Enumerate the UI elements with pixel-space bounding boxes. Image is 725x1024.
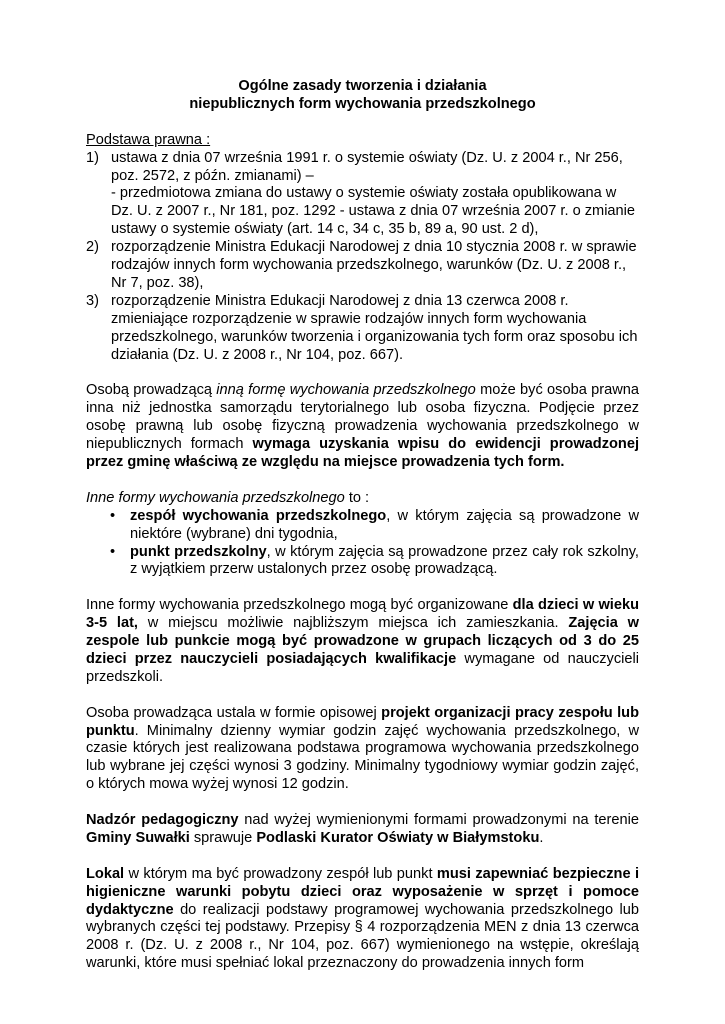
- legal-item-text: rozporządzenie Ministra Edukacji Narodowej z dnia 10 stycznia 2008 r. w sprawie rodzajów innych form wychowania przedszkolnego, warunków (Dz. U. z 2008 r., Nr 7, poz. 38),: [111, 239, 637, 291]
- legal-item-number: 1): [86, 149, 99, 166]
- forms-list-item: [110, 544, 639, 580]
- text-run-bold: wymaga uzyskania wpisu do ewidencji prowadzonej przez gminę właściwą ze względu na miejsce prowadzenia tych form.: [86, 436, 639, 470]
- text-run: Osoba prowadząca ustala w formie opisowej: [86, 704, 382, 721]
- text-run: wymagane od nauczycieli przedszkoli.: [86, 650, 639, 685]
- text-run-italic: Inne formy wychowania przedszkolnego: [86, 489, 345, 506]
- text-run-bold: dla dzieci w wieku 3-5 lat,: [86, 597, 639, 632]
- text-run-bold: Gminy Suwałki: [86, 829, 190, 846]
- text-run: . Minimalny dzienny wymiar godzin zajęć wychowania przedszkolnego, w czasie których jest realizowana podstawa programowa wychowania przedszkolnego lub wybrane jej części wynosi 3 godziny. Minimalny tygodniowy wymiar godzin zajęć, o których mowa wyżej wynosi 12 godzin.: [86, 722, 639, 793]
- text-run-bold: musi zapewniać bezpieczne i higieniczne warunki pobytu dzieci oraz wyposażenie w sprzęt i pomoce dydaktyczne: [86, 865, 639, 918]
- paragraph-supervision: [86, 812, 639, 848]
- text-run: w którym ma być prowadzony zespół lub punkt: [124, 865, 437, 882]
- legal-item-number: 3): [86, 292, 99, 309]
- legal-item-text: rozporządzenie Ministra Edukacji Narodowej z dnia 13 czerwca 2008 r. zmieniające rozporządzenie w sprawie rodzajów innych form wychowania przedszkolnego, warunków tworzenia i organizowania tych form oraz sposobu ich działania (Dz. U. z 2008 r., Nr 104, poz. 667).: [111, 292, 638, 363]
- paragraph-premises: [86, 866, 639, 973]
- text-run: może być osoba prawna inna niż jednostka samorządu terytorialnego lub osoba fizyczna. Podjęcie przez osobę prawną lub osobę fizyczną prowadzenia wychowania przedszkolnego w niepublicznych formach: [86, 382, 639, 453]
- document-page: [86, 78, 639, 973]
- forms-intro: [86, 490, 639, 508]
- bullet-icon: •: [110, 507, 116, 524]
- text-run-bold: Podlaski Kurator Oświaty w Białymstoku: [256, 829, 540, 846]
- text-run: .: [539, 829, 544, 846]
- text-run: sprawuje: [189, 829, 257, 846]
- text-run-bold: Lokal: [86, 865, 125, 882]
- forms-list: [86, 508, 639, 580]
- text-run: nad wyżej wymienionymi formami prowadzonymi na terenie: [238, 812, 639, 829]
- document-title-line-1: Ogólne zasady tworzenia i działania: [238, 78, 487, 94]
- text-run-italic: inną formę wychowania przedszkolnego: [216, 382, 476, 399]
- text-run: Inne formy wychowania przedszkolnego mogą być organizowane: [86, 597, 513, 614]
- text-run-bold: projekt organizacji pracy zespołu lub punktu: [86, 704, 639, 739]
- text-run: , w którym zajęcia są prowadzone w niektóre (wybrane) dni tygodnia,: [130, 507, 639, 542]
- paragraph-project: [86, 705, 639, 795]
- legal-item: [86, 293, 639, 365]
- legal-item: [86, 239, 639, 293]
- text-run-bold: Zajęcia w zespole lub punkcie mogą być prowadzone w grupach liczących od 3 do 25 dzieci przez nauczycieli posiadających kwalifikacje: [86, 615, 639, 667]
- legal-basis-list: [86, 150, 639, 365]
- text-run: , w którym zajęcia są prowadzone przez cały rok szkolny, z wyjątkiem przerw ustalonych przez osobę prowadzącą.: [130, 543, 639, 578]
- text-run: w miejscu możliwie najbliższym miejsca ich zamieszkania.: [137, 615, 569, 632]
- document-title-line-2: niepublicznych form wychowania przedszkolnego: [189, 95, 536, 112]
- legal-basis-heading: Podstawa prawna :: [86, 131, 211, 148]
- bullet-icon: •: [110, 543, 116, 560]
- text-run-bold: zespół wychowania przedszkolnego: [130, 507, 387, 524]
- text-run: to :: [344, 489, 370, 506]
- text-run-bold: Nadzór pedagogiczny: [86, 812, 239, 829]
- paragraph-organization: [86, 597, 639, 687]
- legal-item-text: ustawa z dnia 07 września 1991 r. o systemie oświaty (Dz. U. z 2004 r., Nr 256, poz. 2572, z późn. zmianami) –: [111, 149, 623, 184]
- forms-list-item: [110, 508, 639, 544]
- legal-item-subnote: - przedmiotowa zmiana do ustawy o systemie oświaty została opublikowana w Dz. U. z 2007 r., Nr 181, poz. 1292 - ustawa z dnia 07 września 2007 r. o zmianie ustawy o systemie oświaty (art. 14 c, 34 c, 35 b, 89 a, 90 ust. 2 d),: [111, 185, 636, 238]
- paragraph-owner: [86, 382, 639, 472]
- legal-item: [86, 150, 639, 240]
- legal-item-number: 2): [86, 239, 99, 256]
- text-run-bold: punkt przedszkolny: [130, 543, 267, 560]
- text-run: Osobą prowadzącą: [86, 382, 217, 399]
- text-run: do realizacji podstawy programowej wychowania przedszkolnego lub wybranych części tej podstawy. Przepisy § 4 rozporządzenia MEN z dnia 13 czerwca 2008 r. (Dz. U. z 2008 r., Nr 104, poz. 667) wymienionego na wstępie, określają warunki, które musi spełniać lokal przeznaczony do prowadzenia innych form: [86, 901, 639, 972]
